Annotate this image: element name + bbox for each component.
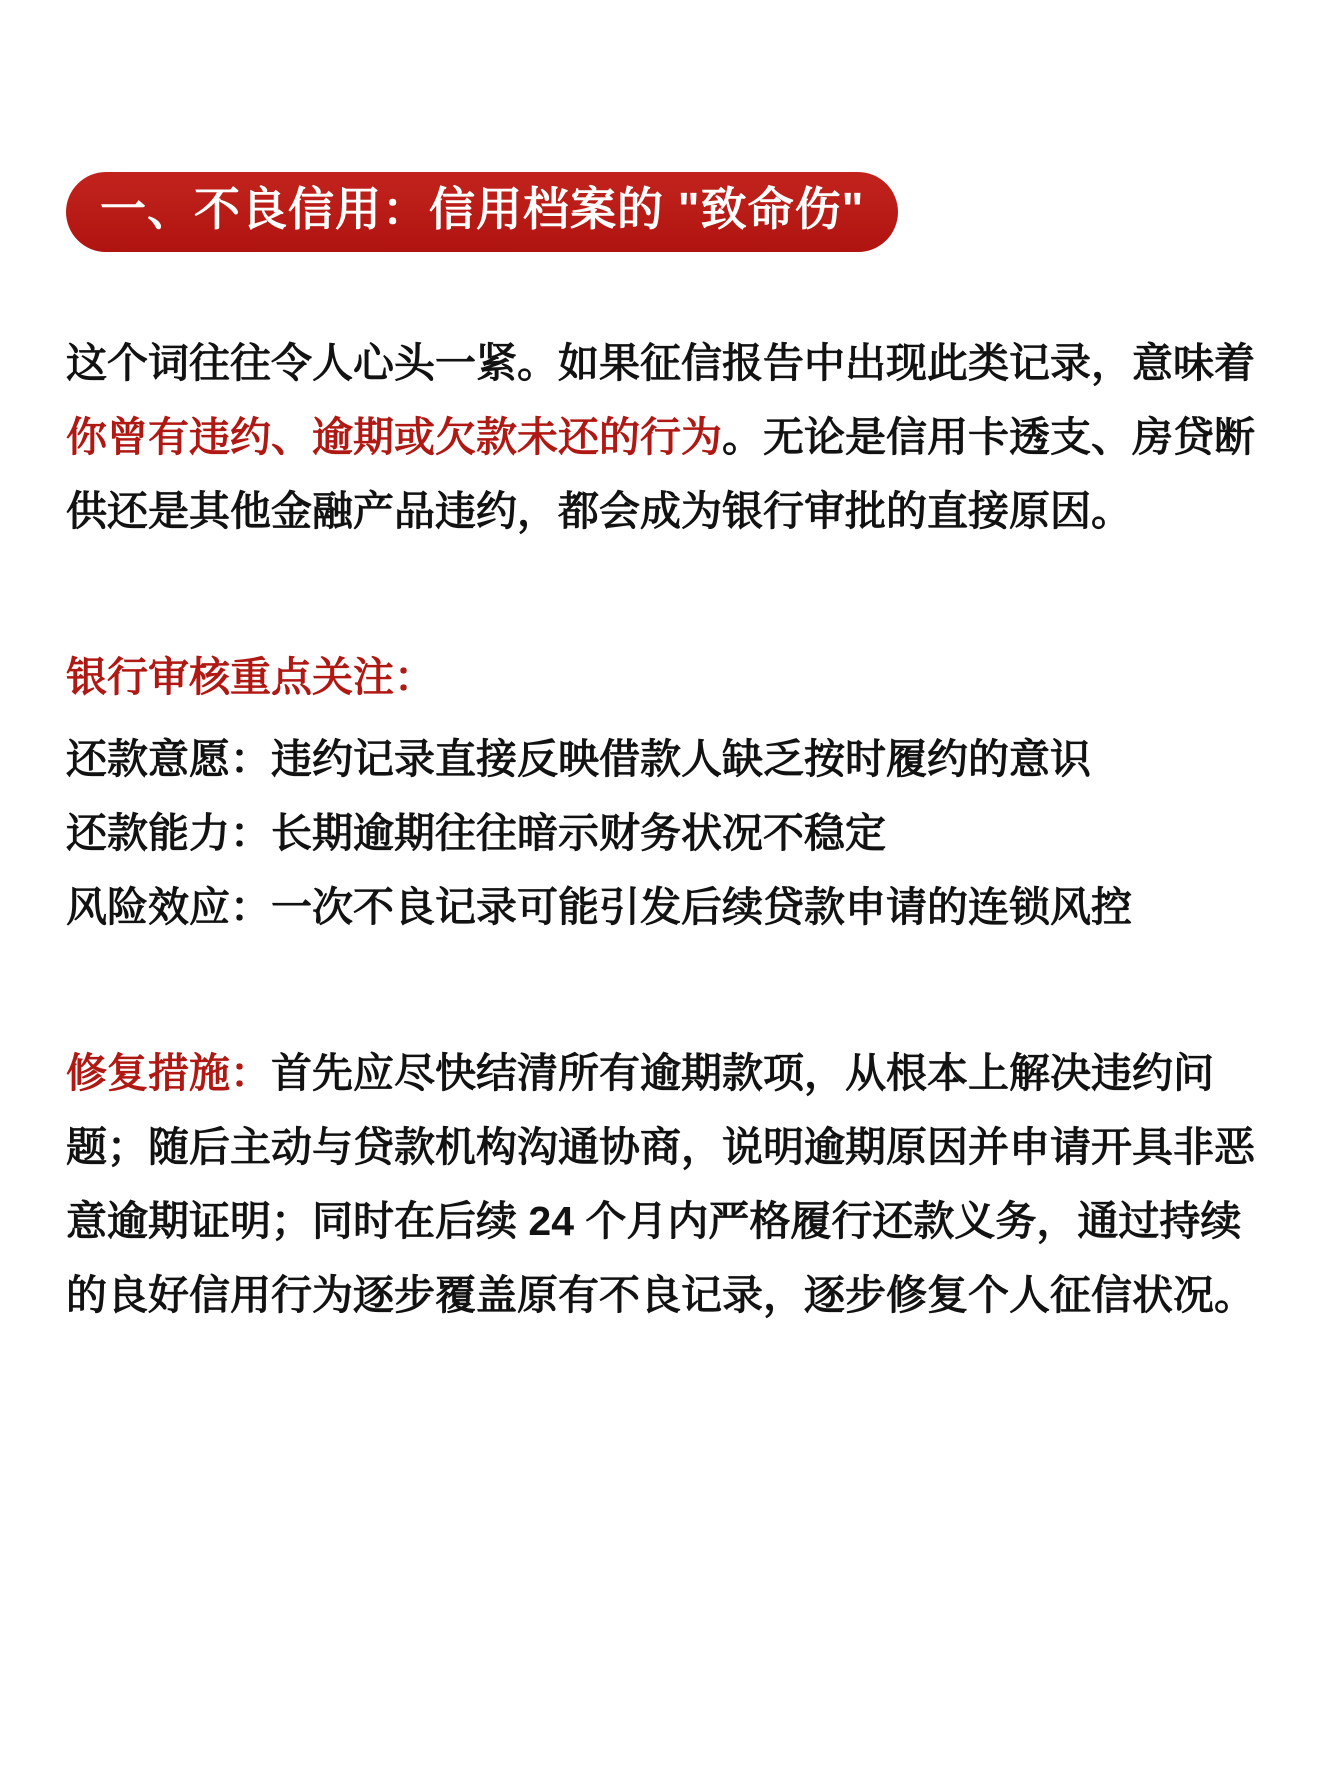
list-item: 风险效应：一次不良记录可能引发后续贷款申请的连锁风控	[66, 883, 1132, 930]
fix-label: 修复措施：	[66, 1049, 271, 1096]
intro-text-part-1: 这个词往往令人心头一紧。如果征信报告中出现此类记录，意味着	[66, 339, 1255, 386]
focus-section-heading: 银行审核重点关注：	[66, 653, 435, 700]
intro-text-part-2: 。无论是信用卡透支、房贷断供还是其他金融产品违约，都会成为银行审批的直接原因。	[66, 413, 1255, 534]
fix-paragraph	[66, 1036, 1278, 1332]
banner-container	[66, 0, 1278, 252]
fix-body-text: 首先应尽快结清所有逾期款项，从根本上解决违约问题；随后主动与贷款机构沟通协商，说明逾期原因并申请开具非恶意逾期证明；同时在后续 24 个月内严格履行还款义务，通过持续的良好信用行为逐步覆盖原有不良记录，逐步修复个人征信状况。	[66, 1049, 1255, 1318]
intro-highlight-text: 你曾有违约、逾期或欠款未还的行为	[66, 413, 722, 460]
list-item: 还款意愿：违约记录直接反映借款人缺乏按时履约的意识	[66, 735, 1091, 782]
list-item: 还款能力：长期逾期往往暗示财务状况不稳定	[66, 809, 886, 856]
focus-list	[66, 722, 1278, 944]
section-title-banner: 一、不良信用：信用档案的 "致命伤"	[66, 172, 898, 252]
intro-paragraph	[66, 326, 1278, 548]
